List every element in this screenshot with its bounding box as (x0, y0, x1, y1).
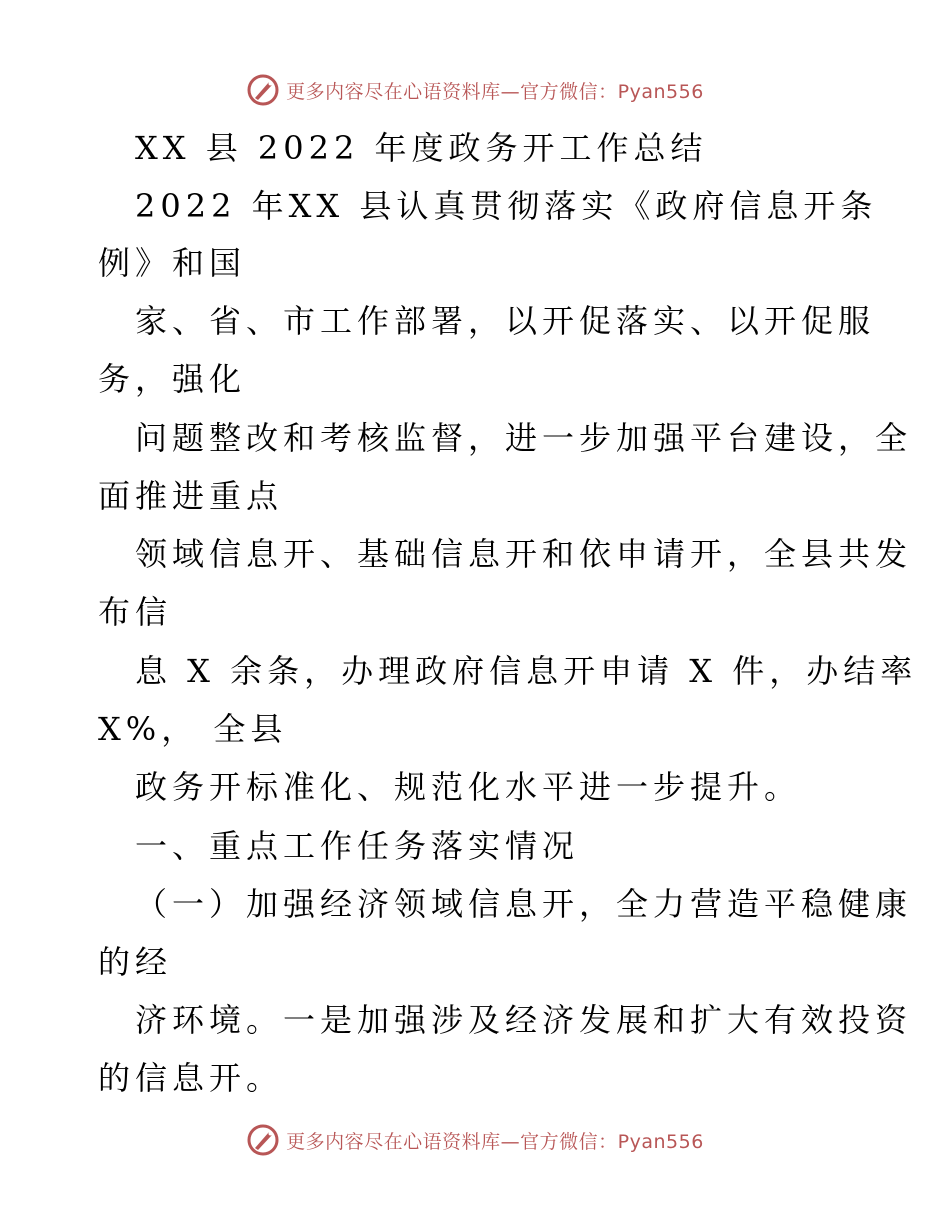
header-banner-text: 更多内容尽在心语资料库—官方微信：Pyan556 (286, 80, 704, 103)
section-heading: 一、重点工作任务落实情况 (135, 827, 580, 865)
paragraph-line: 政务开标准化、规范化水平进一步提升。 (135, 768, 802, 806)
paragraph-line: 例》和国 (98, 244, 247, 282)
footer-banner-text: 更多内容尽在心语资料库—官方微信：Pyan556 (286, 1130, 704, 1153)
paragraph-line: 问题整改和考核监督，进一步加强平台建设，全 (135, 419, 913, 457)
paragraph-line: 务，强化 (98, 360, 247, 398)
paragraph-line: 领域信息开、基础信息开和依申请开，全县共发 (135, 535, 913, 573)
footer-banner (0, 1120, 950, 1160)
paragraph-line: 的信息开。 (98, 1059, 284, 1097)
paragraph-line: 家、省、市工作部署，以开促落实、以开促服 (135, 302, 876, 340)
paragraph-line: 息 X 余条，办理政府信息开申请 X 件，办结率 (135, 652, 918, 690)
paragraph-line: X%， 全县 (98, 710, 288, 748)
paragraph-line: 布信 (98, 593, 173, 631)
subsection-heading: （一）加强经济领域信息开，全力营造平稳健康 (135, 885, 913, 923)
paragraph-line: 的经 (98, 943, 173, 981)
paragraph-line: 济环境。一是加强涉及经济发展和扩大有效投资 (135, 1001, 913, 1039)
paragraph-line: 2022 年XX 县认真贯彻落实《政府信息开条 (135, 187, 878, 225)
paragraph-line: 面推进重点 (98, 477, 284, 515)
pen-seal-logo-icon (246, 1123, 280, 1157)
document-title: XX 县 2022 年度政务开工作总结 (135, 129, 708, 167)
